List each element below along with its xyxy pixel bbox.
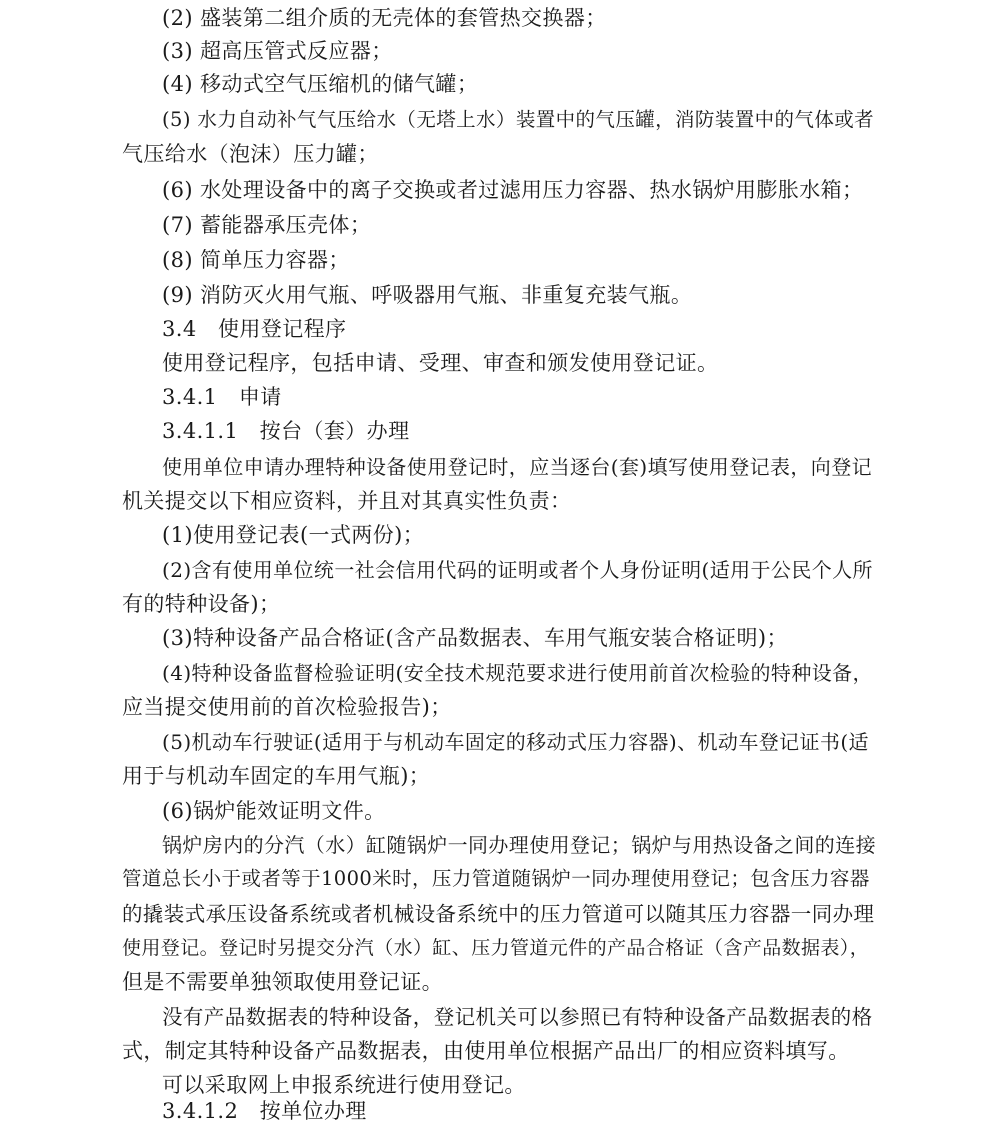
paragraph: 锅炉房内的分汽（水）缸随锅炉一同办理使用登记；锅炉与用热设备之间的连接 <box>162 833 876 857</box>
list-item-6: (6) 水处理设备中的离子交换或者过滤用压力容器、热水锅炉用膨胀水箱； <box>162 178 864 202</box>
list-item: (3)特种设备产品合格证(含产品数据表、车用气瓶安装合格证明)； <box>162 626 788 650</box>
paragraph: 使用单位申请办理特种设备使用登记时，应当逐台(套)填写使用登记表，向登记 <box>162 455 873 479</box>
paragraph-cont: 式，制定其特种设备产品数据表，由使用单位根据产品出厂的相应资料填写。 <box>122 1039 850 1063</box>
list-item: (5)机动车行驶证(适用于与机动车固定的移动式压力容器)、机动车登记证书(适 <box>162 730 869 754</box>
list-item-cont: 有的特种设备)； <box>122 592 281 616</box>
paragraph-cont: 使用登记。登记时另提交分汽（水）缸、压力管道元件的产品合格证（含产品数据表）， <box>122 937 870 959</box>
list-item-3: (3) 超高压管式反应器； <box>162 39 393 63</box>
list-item-8: (8) 简单压力容器； <box>162 248 350 272</box>
list-item-9: (9) 消防灭火用气瓶、呼吸器用气瓶、非重复充装气瓶。 <box>162 283 693 307</box>
list-item: (6)锅炉能效证明文件。 <box>162 799 386 823</box>
list-item-7: (7) 蓄能器承压壳体； <box>162 213 372 237</box>
paragraph: 使用登记程序，包括申请、受理、审查和颁发使用登记证。 <box>162 351 719 375</box>
list-item: (4)特种设备监督检验证明(安全技术规范要求进行使用前首次检验的特种设备， <box>162 661 873 685</box>
list-item: (2)含有使用单位统一社会信用代码的证明或者个人身份证明(适用于公民个人所 <box>162 558 873 582</box>
paragraph-cont: 但是不需要单独领取使用登记证。 <box>122 970 443 994</box>
paragraph-cont: 的撬装式承压设备系统或者机械设备系统中的压力管道可以随其压力容器一同办理 <box>122 902 875 926</box>
paragraph-cont: 机关提交以下相应资料，并且对其真实性负责： <box>122 489 572 513</box>
list-item-5-cont: 气压给水（泡沫）压力罐； <box>122 142 379 166</box>
section-heading-3-4-1-1: 3.4.1.1 按台（套）办理 <box>162 419 410 443</box>
list-item-cont: 应当提交使用前的首次检验报告)； <box>122 695 452 719</box>
list-item: (1)使用登记表(一式两份)； <box>162 523 425 547</box>
section-heading-3-4: 3.4 使用登记程序 <box>162 317 347 341</box>
list-item-cont: 用于与机动车固定的车用气瓶)； <box>122 764 431 788</box>
section-heading-3-4-1-2: 3.4.1.2 按单位办理 <box>162 1099 367 1123</box>
section-heading-3-4-1: 3.4.1 申请 <box>162 385 282 409</box>
paragraph: 可以采取网上申报系统进行使用登记。 <box>162 1073 526 1097</box>
paragraph-cont: 管道总长小于或者等于1000米时，压力管道随锅炉一同办理使用登记；包含压力容器 <box>122 867 870 890</box>
paragraph: 没有产品数据表的特种设备，登记机关可以参照已有特种设备产品数据表的格 <box>162 1005 873 1029</box>
list-item-5: (5) 水力自动补气气压给水（无塔上水）装置中的气压罐，消防装置中的气体或者 <box>162 108 875 131</box>
list-item-4: (4) 移动式空气压缩机的储气罐； <box>162 72 479 96</box>
list-item-2: (2) 盛装第二组介质的无壳体的套管热交换器； <box>162 6 607 30</box>
